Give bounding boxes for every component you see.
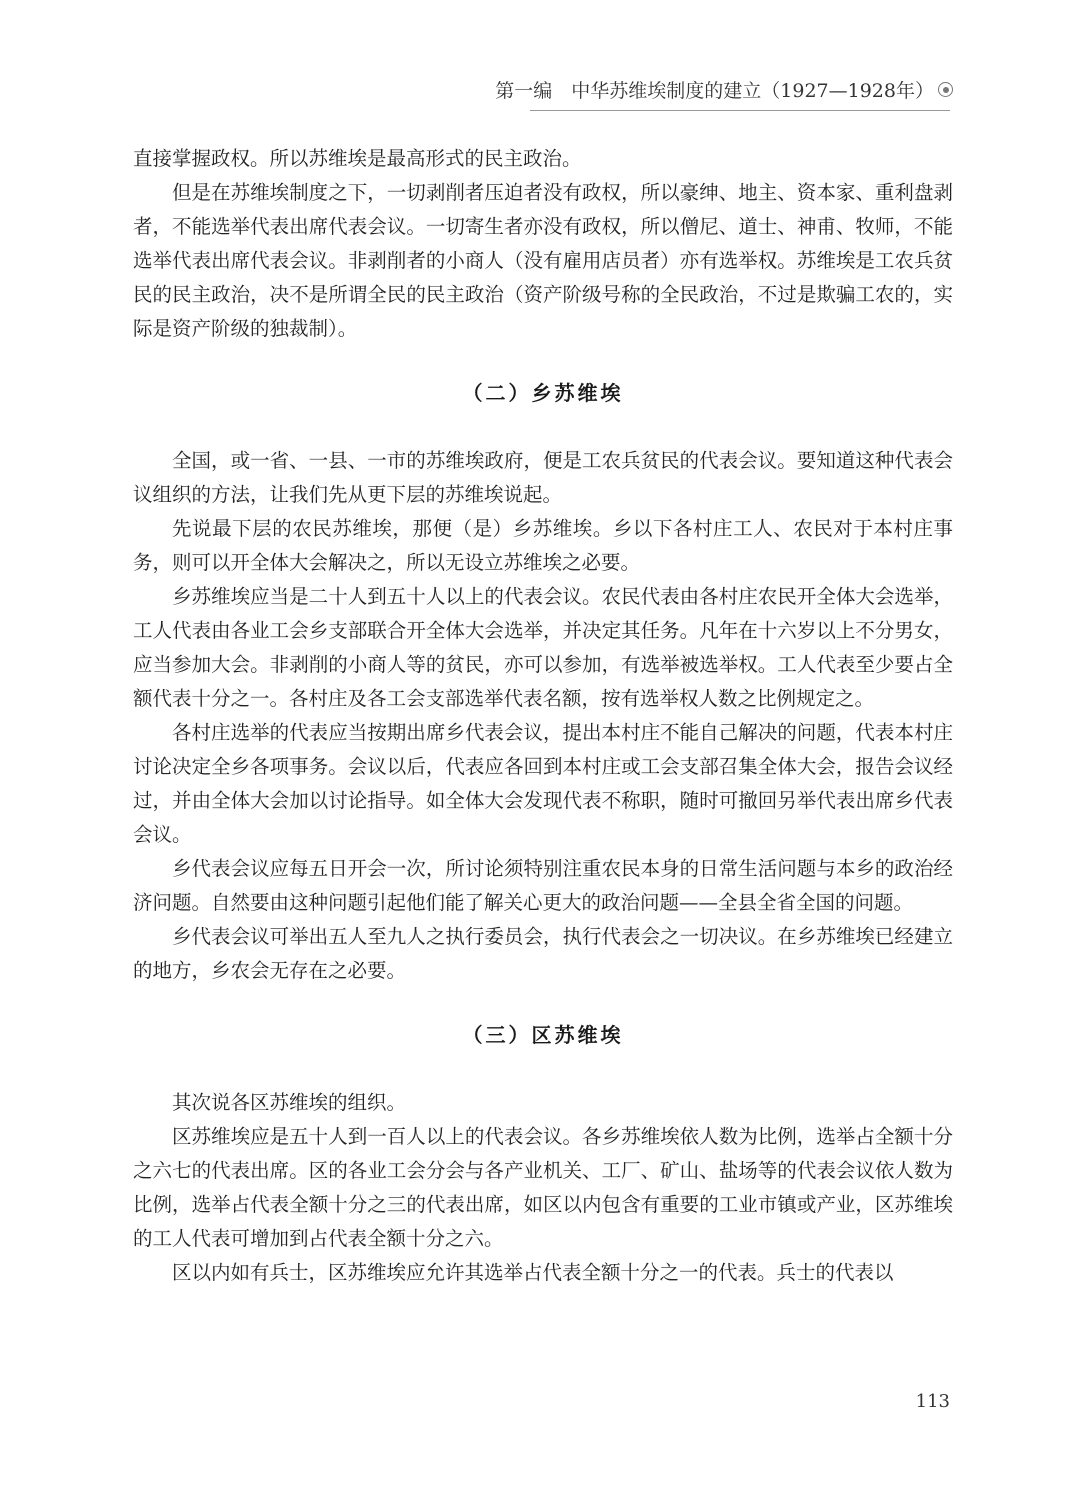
paragraph: 区以内如有兵士，区苏维埃应允许其选举占代表全额十分之一的代表。兵士的代表以 xyxy=(172,1261,894,1284)
paragraph: 乡苏维埃应当是二十人到五十人以上的代表会议。农民代表由各村庄农民开全体大会选举，工人代表由各业工会乡支部联合开全体大会选举，并决定其任务。凡年在十六岁以上不分男女，应当参加大会。非剥削的小商人等的贫民，亦可以参加，有选举被选举权。工人代表至少要占全额代表十分之一。各村庄及各工会支部选举代表名额，按有选举权人数之比例规定之。 xyxy=(133,585,953,710)
header-rule xyxy=(530,110,950,111)
paragraph: 区苏维埃应是五十人到一百人以上的代表会议。各乡苏维埃依人数为比例，选举占全额十分之六七的代表出席。区的各业工会分会与各产业机关、工厂、矿山、盐场等的代表会议依人数为比例，选举占代表全额十分之三的代表出席，如区以内包含有重要的工业市镇或产业，区苏维埃的工人代表可增加到占代表全额十分之六。 xyxy=(133,1125,953,1250)
paragraph: 乡代表会议可举出五人至九人之执行委员会，执行代表会之一切决议。在乡苏维埃已经建立的地方，乡农会无存在之必要。 xyxy=(133,925,953,982)
page-number: 113 xyxy=(915,1391,950,1412)
circle-dot-icon xyxy=(938,82,953,97)
paragraph-continued: 直接掌握政权。所以苏维埃是最高形式的民主政治。 xyxy=(133,147,582,170)
section-heading-district-soviet: （三）区苏维埃 xyxy=(462,1023,624,1047)
paragraph: 其次说各区苏维埃的组织。 xyxy=(172,1091,407,1114)
running-header xyxy=(495,76,953,103)
section-heading-township-soviet: （二）乡苏维埃 xyxy=(462,381,624,405)
paragraph: 各村庄选举的代表应当按期出席乡代表会议，提出本村庄不能自己解决的问题，代表本村庄讨论决定全乡各项事务。会议以后，代表应各回到本村庄或工会支部召集全体大会，报告会议经过，并由全体大会加以讨论指导。如全体大会发现代表不称职，随时可撤回另举代表出席乡代表会议。 xyxy=(133,721,953,846)
paragraph: 但是在苏维埃制度之下，一切剥削者压迫者没有政权，所以豪绅、地主、资本家、重利盘剥者，不能选举代表出席代表会议。一切寄生者亦没有政权，所以僧尼、道士、神甫、牧师，不能选举代表出席代表会议。非剥削者的小商人（没有雇用店员者）亦有选举权。苏维埃是工农兵贫民的民主政治，决不是所谓全民的民主政治（资产阶级号称的全民政治，不过是欺骗工农的，实际是资产阶级的独裁制）。 xyxy=(133,181,953,340)
paragraph: 全国，或一省、一县、一市的苏维埃政府，便是工农兵贫民的代表会议。要知道这种代表会议组织的方法，让我们先从更下层的苏维埃说起。 xyxy=(133,449,953,506)
running-header-title: 第一编 中华苏维埃制度的建立（1927—1928年） xyxy=(495,80,934,102)
paragraph: 乡代表会议应每五日开会一次，所讨论须特别注重农民本身的日常生活问题与本乡的政治经济问题。自然要由这种问题引起他们能了解关心更大的政治问题——全县全省全国的问题。 xyxy=(133,857,953,914)
paragraph: 先说最下层的农民苏维埃，那便（是）乡苏维埃。乡以下各村庄工人、农民对于本村庄事务，则可以开全体大会解决之，所以无设立苏维埃之必要。 xyxy=(133,517,953,574)
page-body xyxy=(133,142,953,1290)
